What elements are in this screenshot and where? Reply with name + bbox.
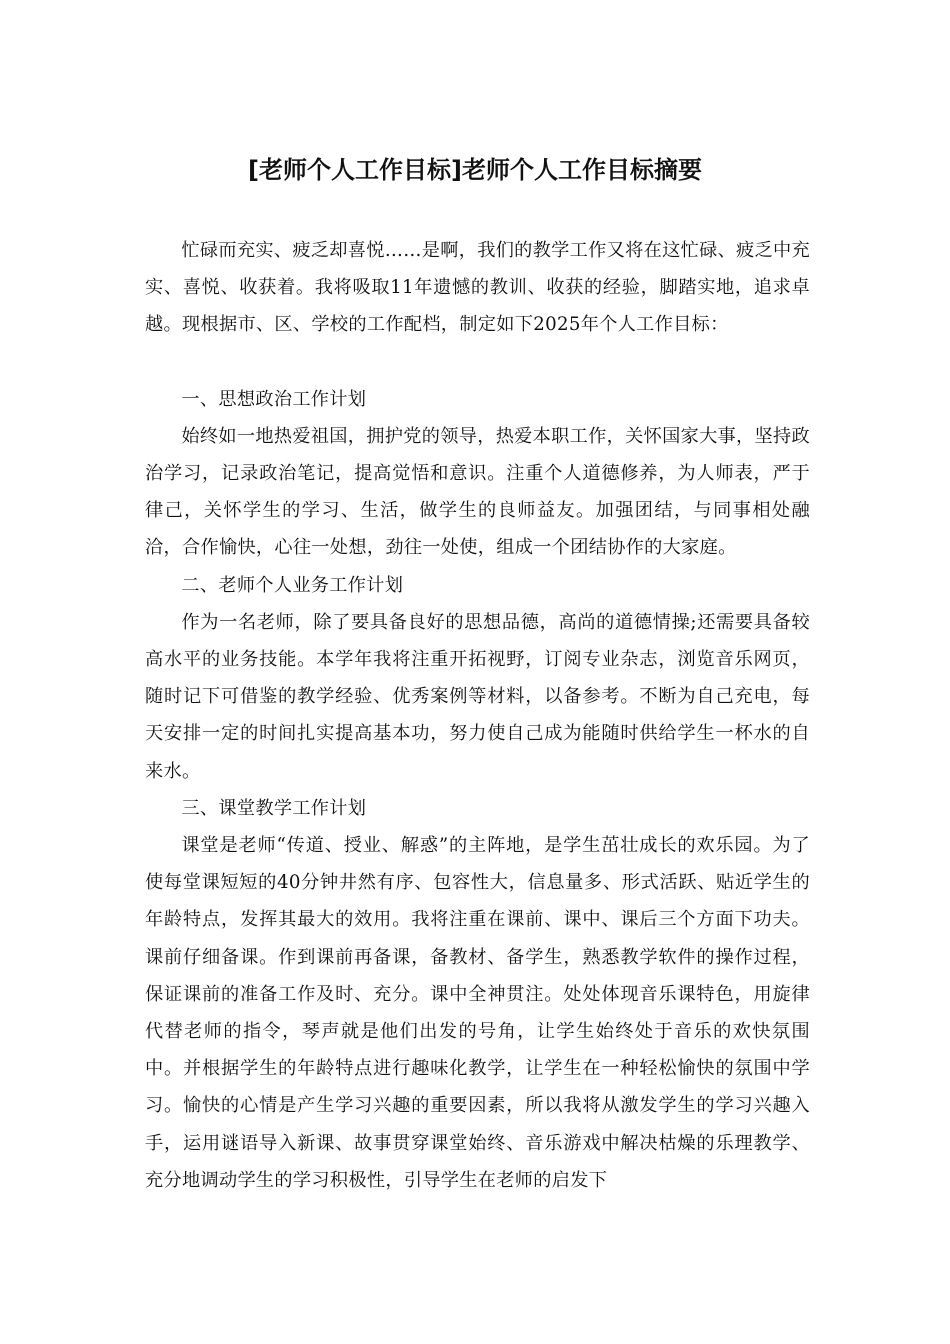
intro-paragraph: 忙碌而充实、疲乏却喜悦……是啊，我们的教学工作又将在这忙碌、疲乏中充实、喜悦、收获着。我将吸取11年遗憾的教训、收获的经验，脚踏实地，追求卓越。现根据市、区、学校的工作配档，制定如下2025年个人工作目标： [145,240,810,336]
section-body-professional: 作为一名老师，除了要具备良好的思想品德，高尚的道德情操;还需要具备较高水平的业务技能。本学年我将注重开拓视野，订阅专业杂志，浏览音乐网页，随时记下可借鉴的教学经验、优秀案例等材料，以备参考。不断为自己充电，每天安排一定的时间扎实提高基本功，努力使自己成为能随时供给学生一杯水的自来水。 [145,611,810,782]
section-body-classroom: 课堂是老师“传道、授业、解惑”的主阵地，是学生茁壮成长的欢乐园。为了使每堂课短短的40分钟井然有序、包容性大，信息量多、形式活跃、贴近学生的年龄特点，发挥其最大的效用。我将注重在课前、课中、课后三个方面下功夫。课前仔细备课。作到课前再备课，备教材、备学生，熟悉教学软件的操作过程，保证课前的准备工作及时、充分。课中全神贯注。处处体现音乐课特色，用旋律代替老师的指令，琴声就是他们出发的号角，让学生始终处于音乐的欢快氛围中。并根据学生的年龄特点进行趣味化教学，让学生在一种轻松愉快的氛围中学习。愉快的心情是产生学习兴趣的重要因素，所以我将从激发学生的学习兴趣入手，运用谜语导入新课、故事贯穿课堂始终、音乐游戏中解决枯燥的乐理教学、充分地调动学生的学习积极性，引导学生在老师的启发下 [145,835,810,1191]
document-body [145,232,810,1199]
section-heading-classroom: 三、课堂教学工作计划 [181,797,367,819]
section-heading-professional: 二、老师个人业务工作计划 [181,574,404,596]
section-body-political: 始终如一地热爱祖国，拥护党的领导，热爱本职工作，关怀国家大事，坚持政治学习，记录政治笔记，提高觉悟和意识。注重个人道德修养，为人师表，严于律己，关怀学生的学习、生活，做学生的良师益友。加强团结，与同事相处融洽，合作愉快，心往一处想，劲往一处使，组成一个团结协作的大家庭。 [145,425,810,559]
paragraph-spacer [145,344,810,381]
document-title: [老师个人工作目标]老师个人工作目标摘要 [248,156,702,184]
section-heading-political: 一、思想政治工作计划 [181,388,367,410]
